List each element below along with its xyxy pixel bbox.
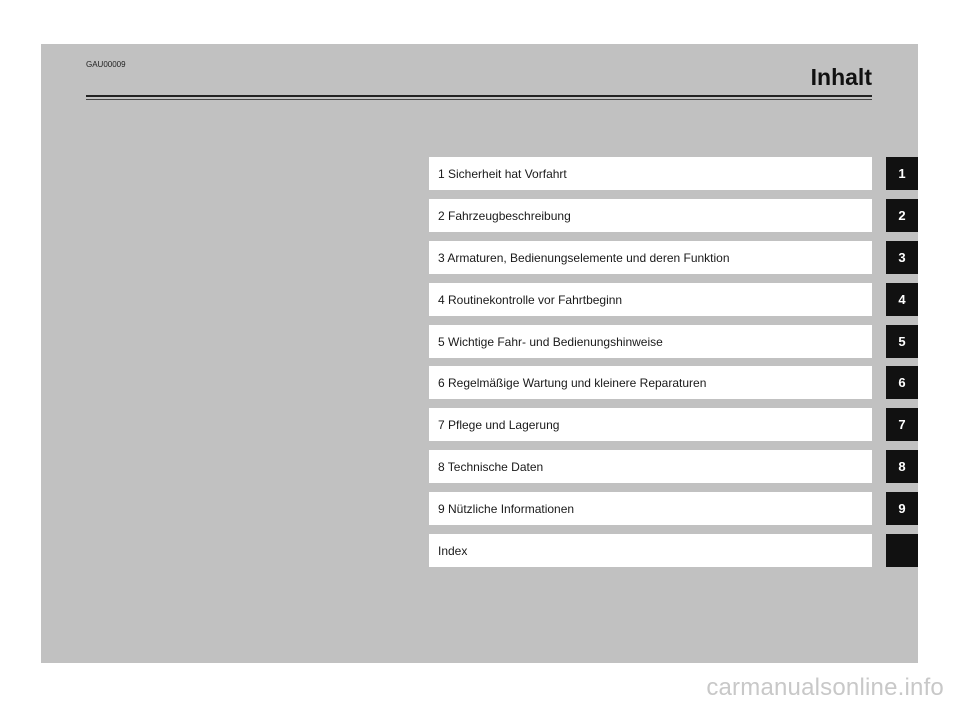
toc-item-5[interactable]: 5 Wichtige Fahr- und Bedienungshinweise <box>429 325 872 358</box>
toc-item-2[interactable]: 2 Fahrzeugbeschreibung <box>429 199 872 232</box>
watermark: carmanualsonline.info <box>706 674 944 701</box>
chapter-tab-1[interactable]: 1 <box>886 157 918 190</box>
document-code: GAU00009 <box>86 60 126 69</box>
toc-item-1[interactable]: 1 Sicherheit hat Vorfahrt <box>429 157 872 190</box>
chapter-tab-7[interactable]: 7 <box>886 408 918 441</box>
chapter-tab-index[interactable] <box>886 534 918 567</box>
chapter-tab-8[interactable]: 8 <box>886 450 918 483</box>
manual-page <box>41 44 918 663</box>
chapter-tab-5[interactable]: 5 <box>886 325 918 358</box>
toc-item-6[interactable]: 6 Regelmäßige Wartung und kleinere Reparaturen <box>429 366 872 399</box>
page-title: Inhalt <box>810 64 872 90</box>
chapter-tab-3[interactable]: 3 <box>886 241 918 274</box>
chapter-tab-2[interactable]: 2 <box>886 199 918 232</box>
toc-item-index[interactable]: Index <box>429 534 872 567</box>
chapter-tab-4[interactable]: 4 <box>886 283 918 316</box>
header-rule-thin <box>86 99 872 100</box>
toc-item-7[interactable]: 7 Pflege und Lagerung <box>429 408 872 441</box>
toc-item-3[interactable]: 3 Armaturen, Bedienungselemente und deren Funktion <box>429 241 872 274</box>
toc-item-8[interactable]: 8 Technische Daten <box>429 450 872 483</box>
chapter-tab-6[interactable]: 6 <box>886 366 918 399</box>
chapter-tab-9[interactable]: 9 <box>886 492 918 525</box>
toc-item-9[interactable]: 9 Nützliche Informationen <box>429 492 872 525</box>
toc-item-4[interactable]: 4 Routinekontrolle vor Fahrtbeginn <box>429 283 872 316</box>
header-rule-thick <box>86 95 872 97</box>
